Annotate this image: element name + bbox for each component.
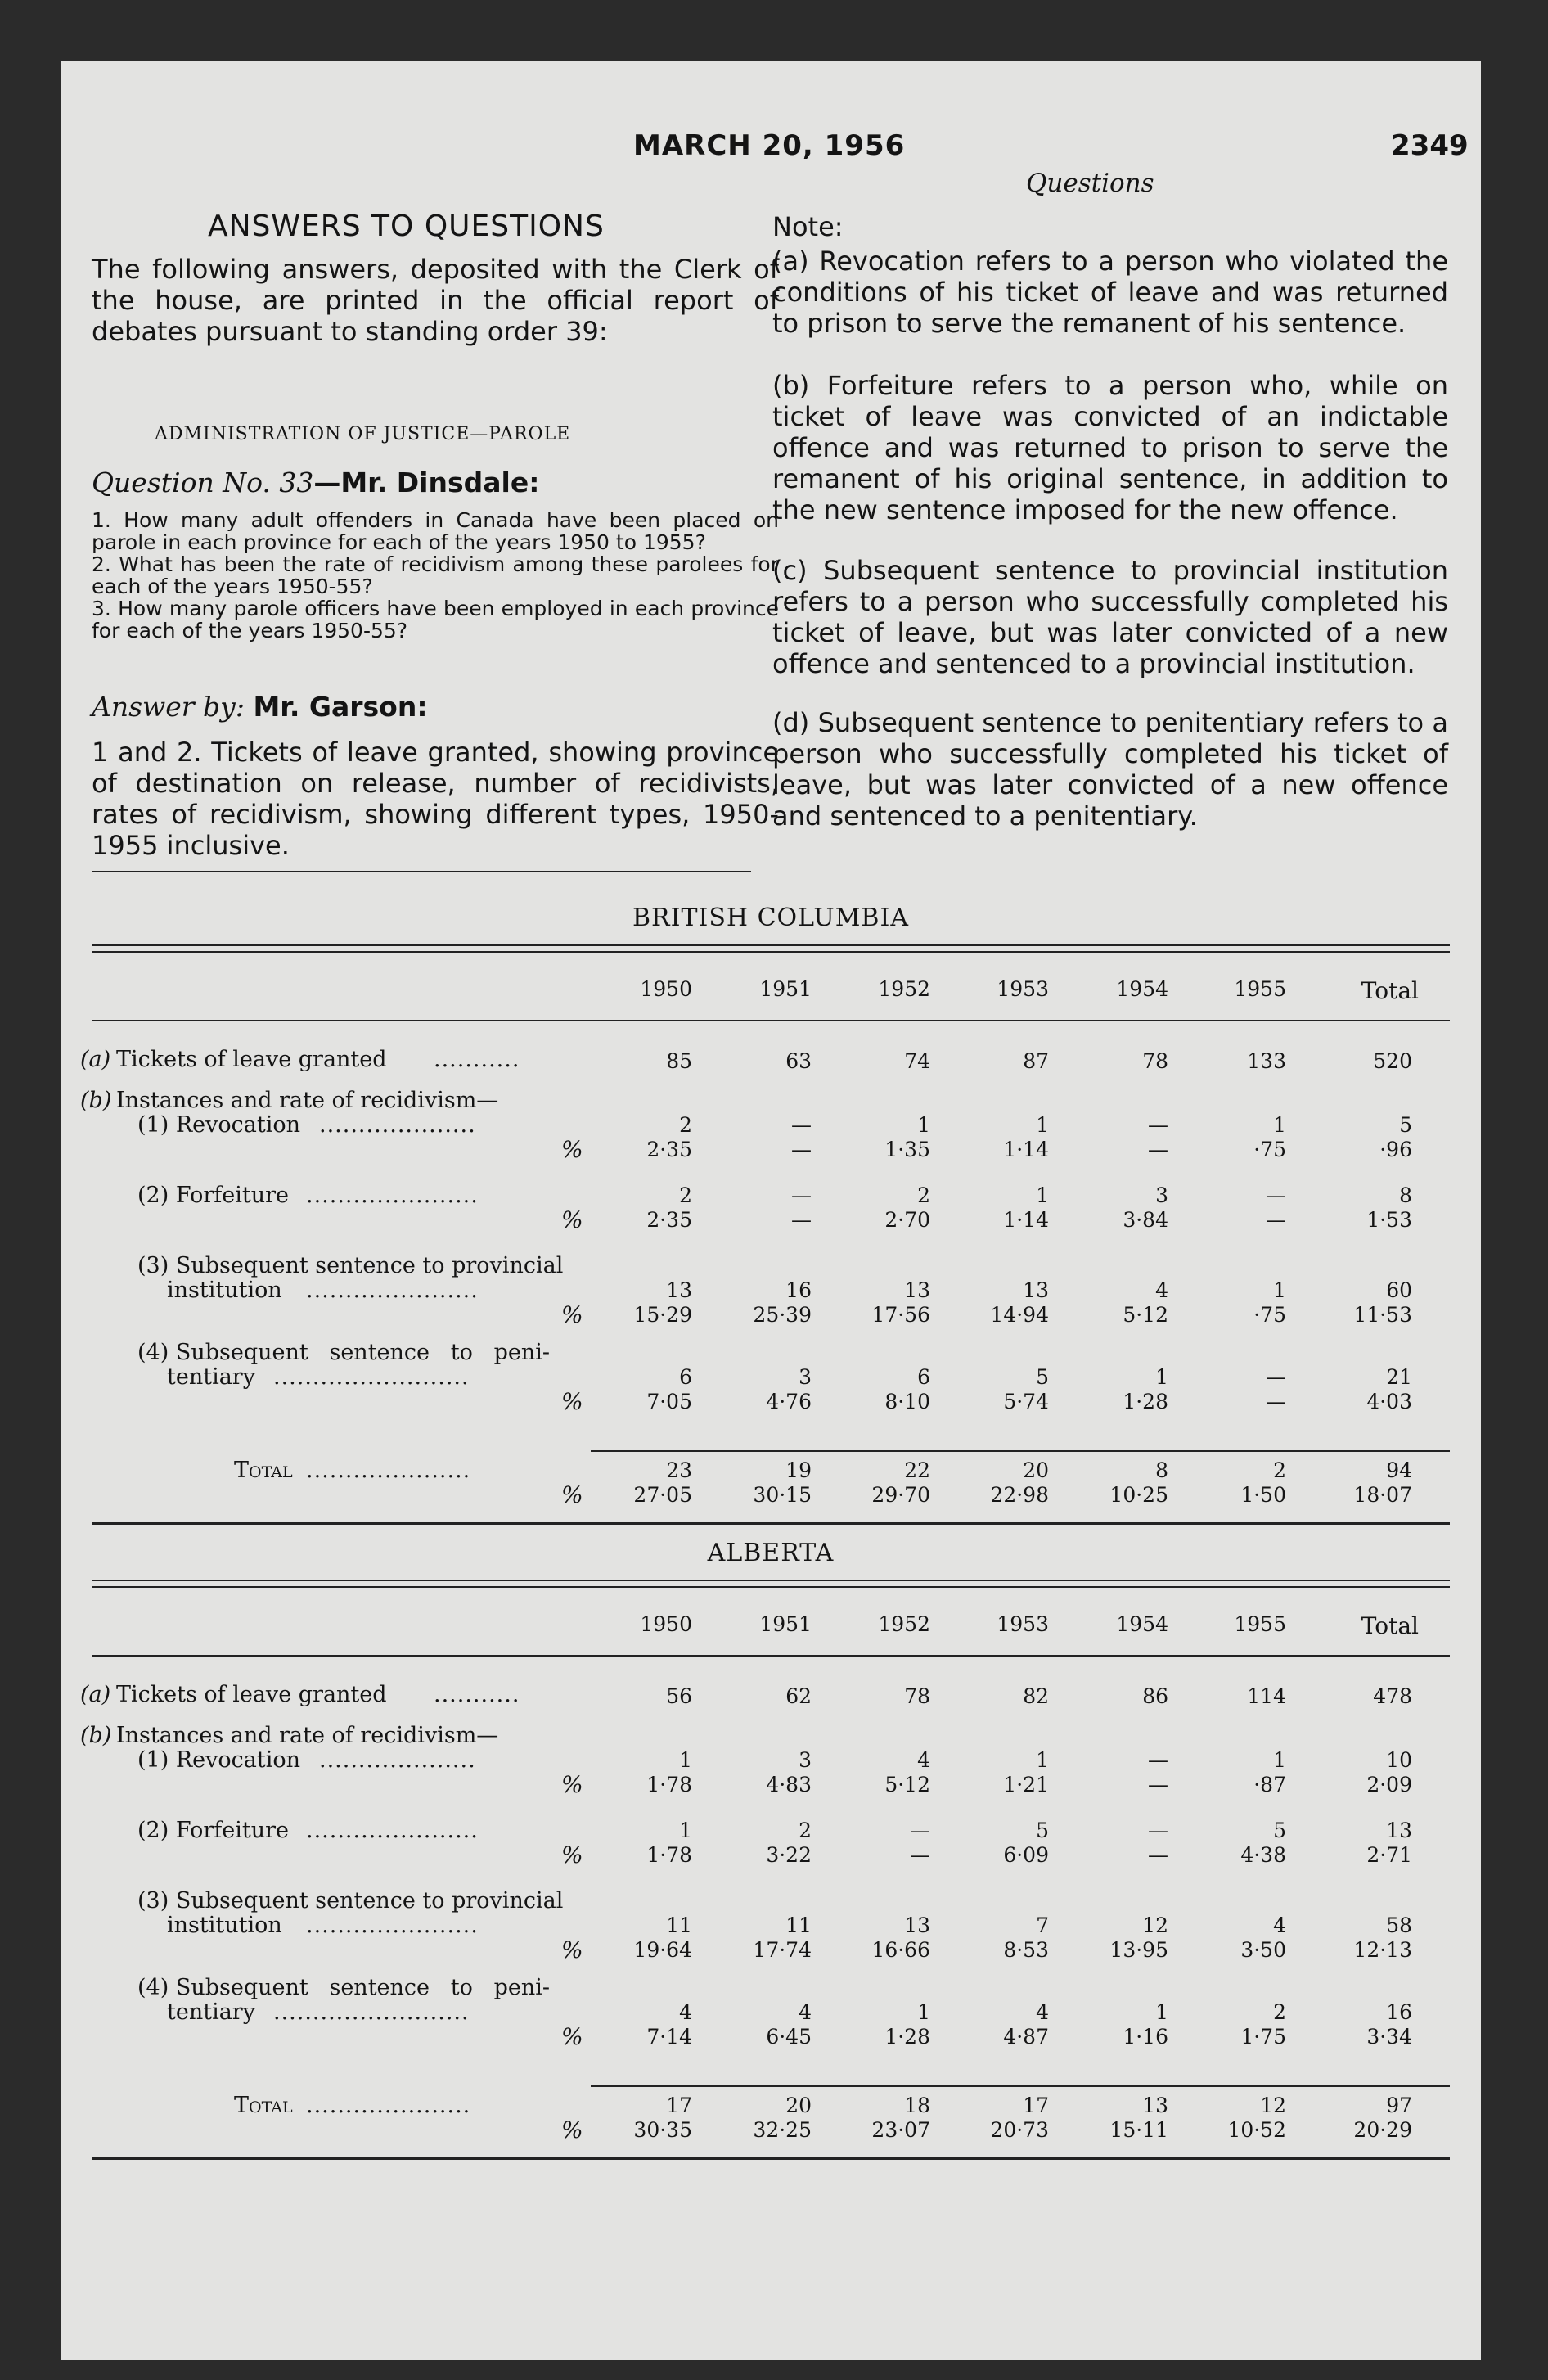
table-cell: 2·35 (646, 1138, 692, 1161)
table-cell: 4 (1273, 1913, 1286, 1937)
table-cell: 1·78 (646, 1843, 692, 1867)
table-column-header: 1950 (640, 977, 692, 1001)
table-cell: 11 (666, 1913, 692, 1937)
section-title: Questions (1026, 169, 1154, 198)
table-header-rule (92, 1020, 1450, 1021)
answers-heading: ANSWERS TO QUESTIONS (208, 210, 605, 243)
table-cell: 63 (785, 1049, 812, 1073)
table-cell: 5 (1036, 1819, 1049, 1842)
table-cell: — (1148, 1113, 1168, 1137)
table-column-header: 1951 (759, 977, 812, 1001)
sub-row-label-cont: tentiary (167, 1364, 255, 1390)
table-cell: 3 (799, 1365, 812, 1389)
table-cell: 10 (1386, 1748, 1412, 1772)
table-cell: — (1148, 1138, 1168, 1161)
row-prefix: (b) (80, 1723, 112, 1748)
table-cell: 5·12 (884, 1773, 930, 1796)
table-cell: 4 (1036, 2000, 1049, 2024)
table-cell: 17·56 (871, 1303, 930, 1327)
table-cell: 58 (1386, 1913, 1412, 1937)
table-cell: 15·11 (1109, 2118, 1168, 2142)
table-cell: 56 (666, 1684, 692, 1708)
table-cell: 14·94 (990, 1303, 1049, 1327)
sub-row-label: (1) Revocation (137, 1747, 300, 1773)
question-item: 3. How many parole officers have been employed in each province for each of the years 1950-55? (92, 597, 779, 642)
table-cell: 5·74 (1003, 1390, 1049, 1413)
table-cell: — (1148, 1748, 1168, 1772)
table-cell: 16 (1386, 2000, 1412, 2024)
table-cell: 4·76 (766, 1390, 812, 1413)
table-cell: 6 (679, 1365, 692, 1389)
table-cell: 23·07 (871, 2118, 930, 2142)
table-cell: 114 (1247, 1684, 1286, 1708)
table-cell: 11·53 (1353, 1303, 1412, 1327)
table-cell: ·75 (1253, 1303, 1286, 1327)
table-cell: 1·28 (884, 2025, 930, 2049)
table-cell: 1·50 (1240, 1483, 1286, 1507)
table-column-header: 1955 (1234, 1612, 1286, 1636)
table-cell: — (791, 1208, 812, 1232)
sub-row-label-cont: institution (167, 1913, 282, 1938)
sub-row-label: (3) Subsequent sentence to provincial (137, 1888, 564, 1913)
answer-by: Answer by: (92, 691, 245, 723)
table-cell: 1 (1273, 1278, 1286, 1302)
table-cell: — (791, 1138, 812, 1161)
table-cell: 4 (1155, 1278, 1168, 1302)
table-cell: 87 (1023, 1049, 1049, 1073)
table-cell: 7·14 (646, 2025, 692, 2049)
note-b: (b) Forfeiture refers to a person who, while on ticket of leave was convicted of an indictable offence and was returned to prison to serve the remanent of his original sentence, in addition to the new sentence imposed for the new offence. (772, 370, 1448, 525)
table-cell: — (1266, 1390, 1286, 1413)
table-cell: 1·35 (884, 1138, 930, 1161)
table-cell: 2 (1273, 1458, 1286, 1482)
table-cell: 13·95 (1109, 1938, 1168, 1962)
table-cell: 85 (666, 1049, 692, 1073)
table-cell: 3 (1155, 1183, 1168, 1207)
sub-row-label: (4) Subsequent sentence to peni- (137, 1340, 551, 1365)
table-cell: 520 (1373, 1049, 1412, 1073)
table-cell: 15·29 (633, 1303, 692, 1327)
row-prefix: (a) (80, 1047, 111, 1072)
table-cell: 1·14 (1003, 1138, 1049, 1161)
table-cell: 25·39 (753, 1303, 812, 1327)
table-cell: 2·71 (1366, 1843, 1412, 1867)
table-cell: 5 (1399, 1113, 1412, 1137)
table-cell: 2·09 (1366, 1773, 1412, 1796)
table-cell: 4 (917, 1748, 930, 1772)
dot-leader: ........... (434, 1047, 520, 1072)
answer-label (92, 691, 428, 723)
table-cell: 1 (917, 1113, 930, 1137)
table-cell: 1·75 (1240, 2025, 1286, 2049)
sub-row-label: (2) Forfeiture (137, 1818, 289, 1843)
table-cell: 17 (1023, 2094, 1049, 2117)
sub-row-label: (1) Revocation (137, 1112, 300, 1138)
table-column-header: Total (1361, 977, 1419, 1004)
table-cell: 1·14 (1003, 1208, 1049, 1232)
table-cell: 2 (917, 1183, 930, 1207)
table-cell: 8·10 (884, 1390, 930, 1413)
table-cell: 2 (679, 1183, 692, 1207)
dot-leader: ...................... (306, 1818, 479, 1843)
table-cell: 1 (1273, 1113, 1286, 1137)
total-label: Total (234, 2093, 293, 2118)
table-cell: 3·22 (766, 1843, 812, 1867)
table-cell: — (1148, 1773, 1168, 1796)
table-cell: 13 (1386, 1819, 1412, 1842)
table-column-header: 1954 (1116, 977, 1168, 1001)
answer-member: Mr. Garson: (253, 691, 428, 723)
row-label: Tickets of leave granted (116, 1047, 387, 1072)
table-cell: 8·53 (1003, 1938, 1049, 1962)
table-cell: 22·98 (990, 1483, 1049, 1507)
table-cell: 17 (666, 2094, 692, 2117)
dot-leader: ......................... (273, 1364, 470, 1390)
table-cell: — (910, 1843, 930, 1867)
table-cell: 2 (799, 1819, 812, 1842)
table-cell: 32·25 (753, 2118, 812, 2142)
table-cell: 1 (917, 2000, 930, 2024)
table-cell: 1·16 (1123, 2025, 1168, 2049)
row-prefix: (a) (80, 1682, 111, 1707)
percent-symbol: % (561, 1481, 583, 1508)
table-cell: 1 (679, 1819, 692, 1842)
table-column-header: 1954 (1116, 1612, 1168, 1636)
table-cell: 86 (1142, 1684, 1168, 1708)
note-label: Note: (772, 211, 844, 242)
table-cell: 2 (679, 1113, 692, 1137)
table-column-header: 1952 (878, 977, 930, 1001)
table-cell: — (1148, 1819, 1168, 1842)
table-cell: 19·64 (633, 1938, 692, 1962)
table-cell: 4·03 (1366, 1390, 1412, 1413)
table-cell: 1 (1036, 1748, 1049, 1772)
table-column-header: 1955 (1234, 977, 1286, 1001)
table-cell: 29·70 (871, 1483, 930, 1507)
table-cell: 30·15 (753, 1483, 812, 1507)
table-cell: 62 (785, 1684, 812, 1708)
table-province-title: ALBERTA (707, 1539, 835, 1567)
table-cell: 1 (679, 1748, 692, 1772)
note-d: (d) Subsequent sentence to penitentiary refers to a person who successfully completed his ticket of leave, but was later convicted of a new offence and sentenced to a penitentiary. (772, 707, 1448, 832)
table-cell: 133 (1247, 1049, 1286, 1073)
table-cell: 1 (1155, 2000, 1168, 2024)
table-cell: 97 (1386, 2094, 1412, 2117)
table-column-header: 1953 (997, 1612, 1049, 1636)
dot-leader: ..................... (306, 2093, 471, 2118)
table-cell: 4·83 (766, 1773, 812, 1796)
table-bottom-rule (92, 2157, 1450, 2160)
table-cell: 1 (1036, 1113, 1049, 1137)
table-cell: 3 (799, 1748, 812, 1772)
table-cell: 20 (785, 2094, 812, 2117)
percent-symbol: % (561, 1301, 583, 1328)
table-cell: 1·28 (1123, 1390, 1168, 1413)
table-cell: 13 (904, 1913, 930, 1937)
sub-row-label: (2) Forfeiture (137, 1183, 289, 1208)
dot-leader: ........... (434, 1682, 520, 1707)
table-cell: 30·35 (633, 2118, 692, 2142)
table-cell: — (910, 1819, 930, 1842)
table-cell: 6·09 (1003, 1843, 1049, 1867)
table-cell: — (1266, 1208, 1286, 1232)
table-cell: 82 (1023, 1684, 1049, 1708)
table-column-header: 1951 (759, 1612, 812, 1636)
table-cell: 12 (1142, 1913, 1168, 1937)
percent-symbol: % (561, 1771, 583, 1798)
percent-symbol: % (561, 1841, 583, 1868)
table-cell: 11 (785, 1913, 812, 1937)
table-cell: 4·87 (1003, 2025, 1049, 2049)
percent-symbol: % (561, 2023, 583, 2050)
table-cell: 22 (904, 1458, 930, 1482)
intro-paragraph: The following answers, deposited with the Clerk of the house, are printed in the official report of debates pursuant to standing order 39: (92, 254, 779, 347)
table-cell: 20·29 (1353, 2118, 1412, 2142)
table-cell: 6 (917, 1365, 930, 1389)
table-column-header: 1953 (997, 977, 1049, 1001)
table-bottom-rule (92, 1522, 1450, 1525)
dot-leader: .................... (319, 1112, 476, 1138)
table-cell: 1 (1036, 1183, 1049, 1207)
sub-row-label: (4) Subsequent sentence to peni- (137, 1975, 551, 2000)
question-label (92, 467, 539, 498)
table-cell: 8 (1399, 1183, 1412, 1207)
table-cell: 60 (1386, 1278, 1412, 1302)
table-cell: 1·21 (1003, 1773, 1049, 1796)
table-cell: 6·45 (766, 2025, 812, 2049)
table-cell: 3·84 (1123, 1208, 1168, 1232)
total-rule (591, 1450, 1450, 1452)
table-cell: 5 (1273, 1819, 1286, 1842)
sub-row-label: (3) Subsequent sentence to provincial (137, 1253, 564, 1278)
percent-symbol: % (561, 2116, 583, 2143)
percent-symbol: % (561, 1136, 583, 1163)
question-item: 2. What has been the rate of recidivism among these parolees for each of the years 1950-55? (92, 552, 779, 598)
table-cell: 10·52 (1227, 2118, 1286, 2142)
table-cell: — (791, 1113, 812, 1137)
table-cell: 13 (666, 1278, 692, 1302)
table-cell: 10·25 (1109, 1483, 1168, 1507)
table-cell: 1 (1155, 1365, 1168, 1389)
table-cell: 27·05 (633, 1483, 692, 1507)
note-c: (c) Subsequent sentence to provincial institution refers to a person who successfully completed his ticket of leave, but was later convicted of a new offence and sentenced to a provincial institution. (772, 555, 1448, 679)
total-label: Total (234, 1458, 293, 1483)
table-cell: 74 (904, 1049, 930, 1073)
page-number: 2349 (1391, 129, 1469, 162)
row-label: Tickets of leave granted (116, 1682, 387, 1707)
percent-symbol: % (561, 1936, 583, 1963)
subject-heading: ADMINISTRATION OF JUSTICE—PAROLE (155, 424, 571, 444)
table-cell: 1·53 (1366, 1208, 1412, 1232)
table-cell: 16 (785, 1278, 812, 1302)
table-cell: 18·07 (1353, 1483, 1412, 1507)
table-cell: 19 (785, 1458, 812, 1482)
table-cell: 20·73 (990, 2118, 1049, 2142)
table-cell: 1 (1273, 1748, 1286, 1772)
row-prefix: (b) (80, 1088, 112, 1113)
question-text (92, 509, 779, 642)
row-label: Instances and rate of recidivism— (116, 1723, 499, 1748)
table-cell: — (1148, 1843, 1168, 1867)
table-cell: 2 (1273, 2000, 1286, 2024)
table-cell: 12·13 (1353, 1938, 1412, 1962)
table-cell: 4 (799, 2000, 812, 2024)
table-column-header: 1950 (640, 1612, 692, 1636)
note-a: (a) Revocation refers to a person who violated the conditions of his ticket of leave and was returned to prison to serve the remanent of his sentence. (772, 246, 1448, 339)
table-cell: 3·34 (1366, 2025, 1412, 2049)
question-item: 1. How many adult offenders in Canada have been placed on parole in each province for each of the years 1950 to 1955? (92, 508, 779, 554)
page (61, 61, 1481, 2360)
answer-paragraph: 1 and 2. Tickets of leave granted, showing province of destination on release, number of recidivists, rates of recidivism, showing different types, 1950-1955 inclusive. (92, 737, 779, 861)
table-cell: 21 (1386, 1365, 1412, 1389)
dot-leader: ...................... (306, 1183, 479, 1208)
table-column-header: Total (1361, 1612, 1419, 1639)
table-cell: 16·66 (871, 1938, 930, 1962)
table-cell: 4·38 (1240, 1843, 1286, 1867)
table-double-rule (92, 1580, 1450, 1588)
sub-row-label-cont: tentiary (167, 1999, 255, 2025)
table-province-title: BRITISH COLUMBIA (632, 904, 909, 932)
table-cell: 7 (1036, 1913, 1049, 1937)
table-cell: 478 (1373, 1684, 1412, 1708)
table-cell: 12 (1260, 2094, 1286, 2117)
table-cell: 4 (679, 2000, 692, 2024)
dot-leader: ...................... (306, 1278, 479, 1303)
question-member: —Mr. Dinsdale: (313, 467, 540, 498)
table-cell: ·75 (1253, 1138, 1286, 1161)
table-cell: 13 (1023, 1278, 1049, 1302)
table-cell: 5·12 (1123, 1303, 1168, 1327)
table-cell: 3·50 (1240, 1938, 1286, 1962)
table-cell: 7·05 (646, 1390, 692, 1413)
table-cell: 18 (904, 2094, 930, 2117)
table-cell: 23 (666, 1458, 692, 1482)
table-column-header: 1952 (878, 1612, 930, 1636)
question-number: Question No. 33 (92, 467, 314, 498)
percent-symbol: % (561, 1388, 583, 1415)
page-date: MARCH 20, 1956 (633, 129, 906, 162)
table-cell: — (1266, 1183, 1286, 1207)
dot-leader: ......................... (273, 1999, 470, 2025)
column-rule (92, 871, 751, 872)
table-cell: 13 (1142, 2094, 1168, 2117)
table-cell: 2·35 (646, 1208, 692, 1232)
table-double-rule (92, 944, 1450, 953)
table-cell: ·87 (1253, 1773, 1286, 1796)
table-cell: — (1266, 1365, 1286, 1389)
table-header-rule (92, 1655, 1450, 1657)
table-cell: 5 (1036, 1365, 1049, 1389)
row-label: Instances and rate of recidivism— (116, 1088, 499, 1113)
table-cell: ·96 (1379, 1138, 1412, 1161)
table-cell: 17·74 (753, 1938, 812, 1962)
dot-leader: ...................... (306, 1913, 479, 1938)
dot-leader: ..................... (306, 1458, 471, 1483)
table-cell: 78 (904, 1684, 930, 1708)
table-cell: 13 (904, 1278, 930, 1302)
table-cell: 20 (1023, 1458, 1049, 1482)
table-cell: 2·70 (884, 1208, 930, 1232)
table-cell: 1·78 (646, 1773, 692, 1796)
total-rule (591, 2085, 1450, 2087)
table-cell: 8 (1155, 1458, 1168, 1482)
table-cell: 94 (1386, 1458, 1412, 1482)
percent-symbol: % (561, 1206, 583, 1233)
dot-leader: .................... (319, 1747, 476, 1773)
sub-row-label-cont: institution (167, 1278, 282, 1303)
table-cell: — (791, 1183, 812, 1207)
table-cell: 78 (1142, 1049, 1168, 1073)
